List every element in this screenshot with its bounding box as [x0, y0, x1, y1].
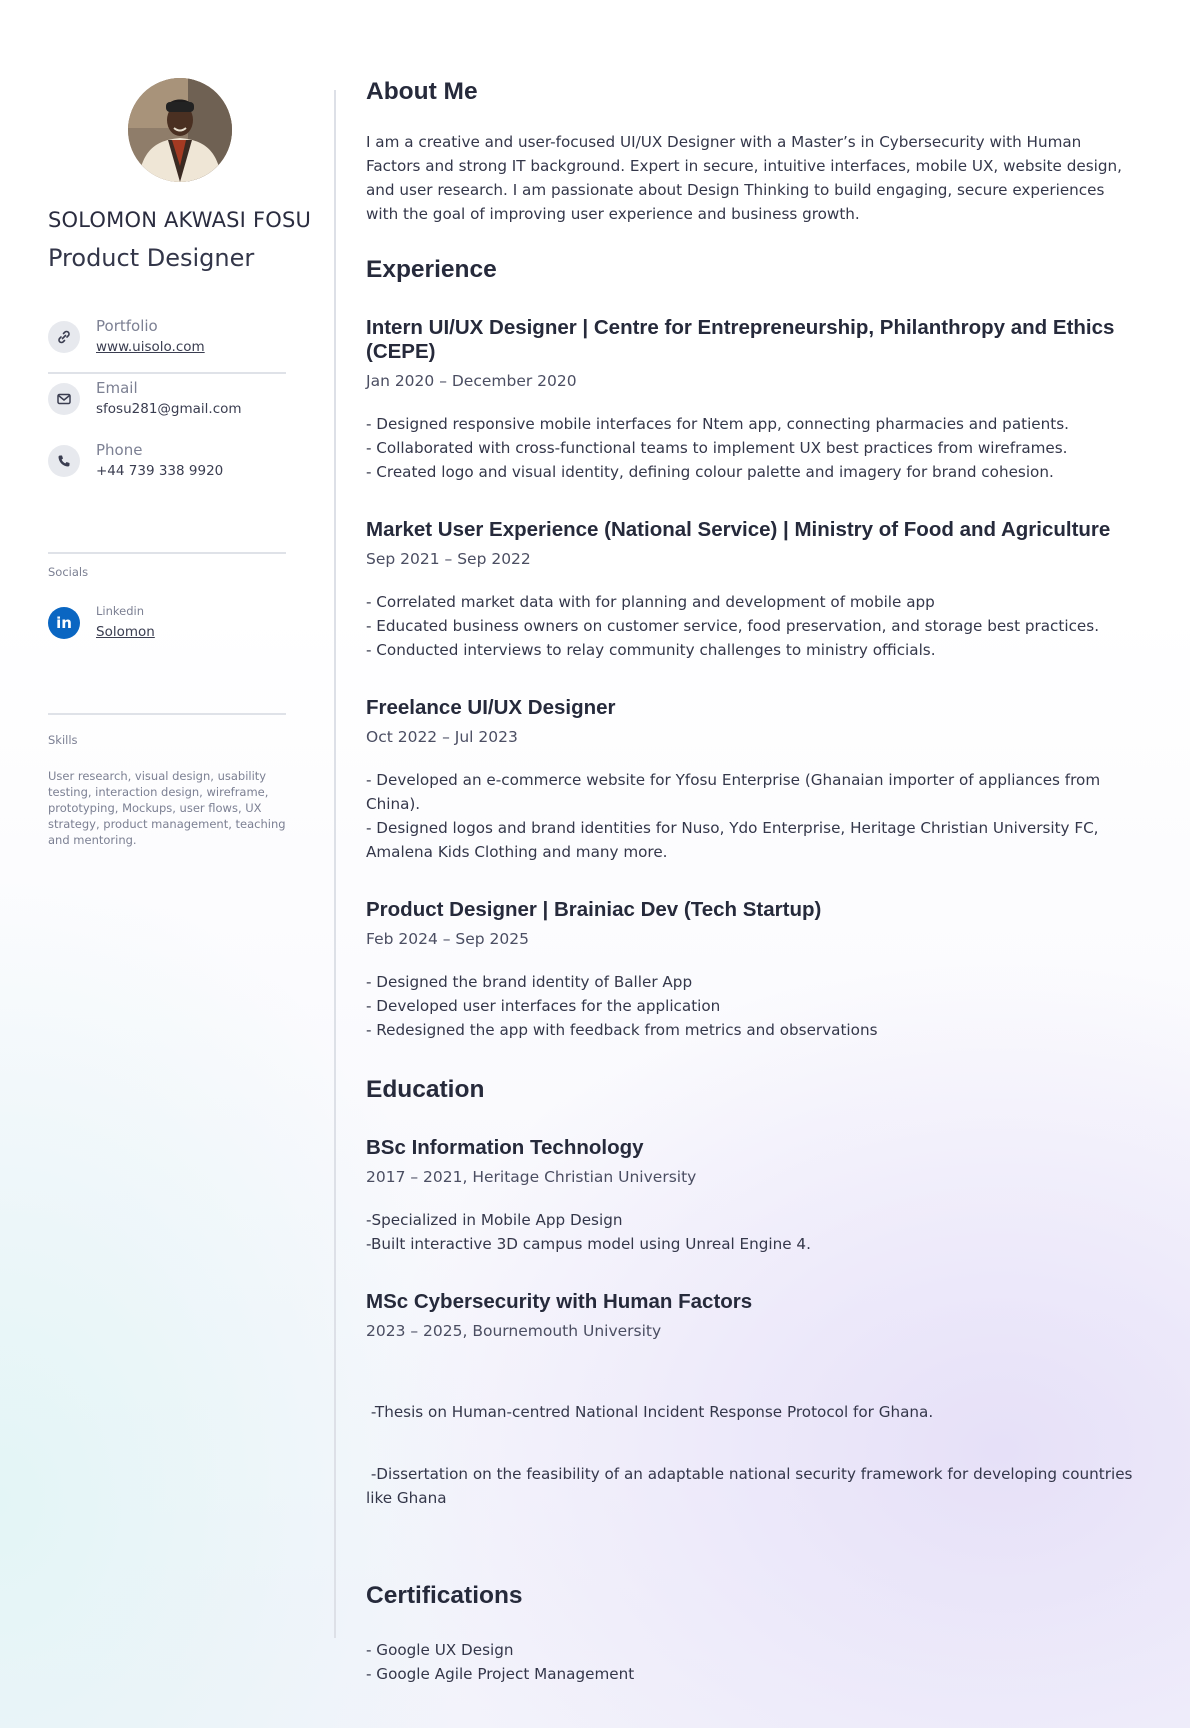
education-bullets [366, 1208, 1136, 1256]
certification-list [366, 1638, 1136, 1686]
job-bullet: - Collaborated with cross-functional teams to implement UX best practices from wireframes. [366, 439, 1068, 457]
job-dates: Sep 2021 – Sep 2022 [366, 550, 531, 568]
job-bullet: - Correlated market data with for planning and development of mobile app [366, 593, 935, 611]
certification-item: - Google Agile Project Management [366, 1665, 635, 1683]
link-icon [48, 321, 80, 353]
job-entry [366, 898, 1136, 1042]
job-bullet: - Educated business owners on customer service, food preservation, and storage best practices. [366, 617, 1100, 635]
job-entry [366, 696, 1136, 864]
contact-label: Phone [96, 441, 143, 459]
education-entry [366, 1136, 1136, 1256]
job-bullet: - Developed an e-commerce website for Yfosu Enterprise (Ghanaian importer of appliances from China). [366, 771, 1101, 813]
certification-item: - Google UX Design [366, 1641, 514, 1659]
job-bullet: - Created logo and visual identity, defining colour palette and imagery for brand cohesion. [366, 463, 1054, 481]
contact-portfolio[interactable] [48, 317, 288, 373]
phone-icon [48, 445, 80, 477]
education-bullets [366, 1362, 1136, 1548]
degree-title: BSc Information Technology [366, 1136, 644, 1159]
contact-label: Portfolio [96, 317, 158, 335]
job-bullets [366, 412, 1136, 484]
job-bullet: - Designed logos and brand identities for Nuso, Ydo Enterprise, Heritage Christian University FC, Amalena Kids Clothing and many more. [366, 819, 1099, 861]
degree-detail: 2017 – 2021, Heritage Christian University [366, 1168, 697, 1186]
education-section [366, 1076, 1136, 1548]
job-bullet: - Conducted interviews to relay community challenges to ministry officials. [366, 641, 936, 659]
job-bullet: - Redesigned the app with feedback from metrics and observations [366, 1021, 878, 1039]
education-bullet: -Thesis on Human-centred National Incident Response Protocol for Ghana. [366, 1403, 934, 1421]
job-entry [366, 518, 1136, 662]
job-dates: Jan 2020 – December 2020 [366, 372, 577, 390]
skills-text: User research, visual design, usability testing, interaction design, wireframe, prototyping, Mockups, user flows, UX strategy, product management, teaching and mentoring. [48, 769, 286, 847]
portfolio-link[interactable]: www.uisolo.com [96, 339, 205, 355]
profile-name: SOLOMON AKWASI FOSU [48, 208, 312, 232]
job-bullet: - Developed user interfaces for the application [366, 997, 721, 1015]
socials-heading: Socials [48, 565, 89, 579]
socials-divider [48, 552, 286, 554]
contact-label: Email [96, 379, 138, 397]
degree-detail: 2023 – 2025, Bournemouth University [366, 1322, 662, 1340]
experience-heading: Experience [366, 256, 497, 283]
job-title: Freelance UI/UX Designer [366, 696, 616, 719]
education-entry [366, 1290, 1136, 1548]
contact-phone[interactable] [48, 441, 288, 497]
job-dates: Oct 2022 – Jul 2023 [366, 728, 518, 746]
linkedin-icon[interactable]: in [48, 607, 80, 639]
job-bullets [366, 768, 1136, 864]
mail-icon [48, 383, 80, 415]
job-dates: Feb 2024 – Sep 2025 [366, 930, 530, 948]
linkedin-link[interactable]: Solomon [96, 624, 155, 640]
about-section [366, 78, 1136, 226]
certifications-heading: Certifications [366, 1582, 523, 1609]
job-title: Intern UI/UX Designer | Centre for Entrepreneurship, Philanthropy and Ethics (CEPE) [366, 316, 1115, 363]
email-value[interactable]: sfosu281@gmail.com [96, 401, 242, 417]
job-entry [366, 316, 1136, 484]
skills-heading: Skills [48, 733, 78, 747]
main-content [366, 78, 1136, 1686]
profile-photo [128, 78, 232, 182]
linkedin-label: Linkedin [96, 604, 144, 618]
phone-value[interactable]: +44 739 338 9920 [96, 463, 224, 479]
sidebar-divider [334, 90, 336, 1638]
certifications-section [366, 1582, 1136, 1686]
about-heading: About Me [366, 78, 478, 105]
job-bullets [366, 970, 1136, 1042]
job-title: Product Designer | Brainiac Dev (Tech Startup) [366, 898, 822, 921]
education-bullet: -Built interactive 3D campus model using Unreal Engine 4. [366, 1235, 811, 1253]
job-bullet: - Designed responsive mobile interfaces for Ntem app, connecting pharmacies and patients. [366, 415, 1069, 433]
job-bullet: - Designed the brand identity of Baller App [366, 973, 693, 991]
contact-divider [48, 372, 286, 374]
experience-section [366, 256, 1136, 1042]
job-bullets [366, 590, 1136, 662]
about-text: I am a creative and user-focused UI/UX Designer with a Master’s in Cybersecurity with Human Factors and strong IT background. Expert in secure, intuitive interfaces, mobile UX, website design, and user research. I am passionate about Design Thinking to build engaging, secure experiences with the goal of improving user experience and business growth. [366, 133, 1122, 223]
contact-email[interactable] [48, 379, 288, 435]
profile-title: Product Designer [48, 244, 255, 272]
education-bullet: -Dissertation on the feasibility of an adaptable national security framework for developing countries like Ghana [366, 1465, 1138, 1507]
education-heading: Education [366, 1076, 485, 1103]
skills-divider [48, 713, 286, 715]
education-bullet: -Specialized in Mobile App Design [366, 1211, 623, 1229]
job-title: Market User Experience (National Service) | Ministry of Food and Agriculture [366, 518, 1111, 541]
degree-title: MSc Cybersecurity with Human Factors [366, 1290, 753, 1313]
